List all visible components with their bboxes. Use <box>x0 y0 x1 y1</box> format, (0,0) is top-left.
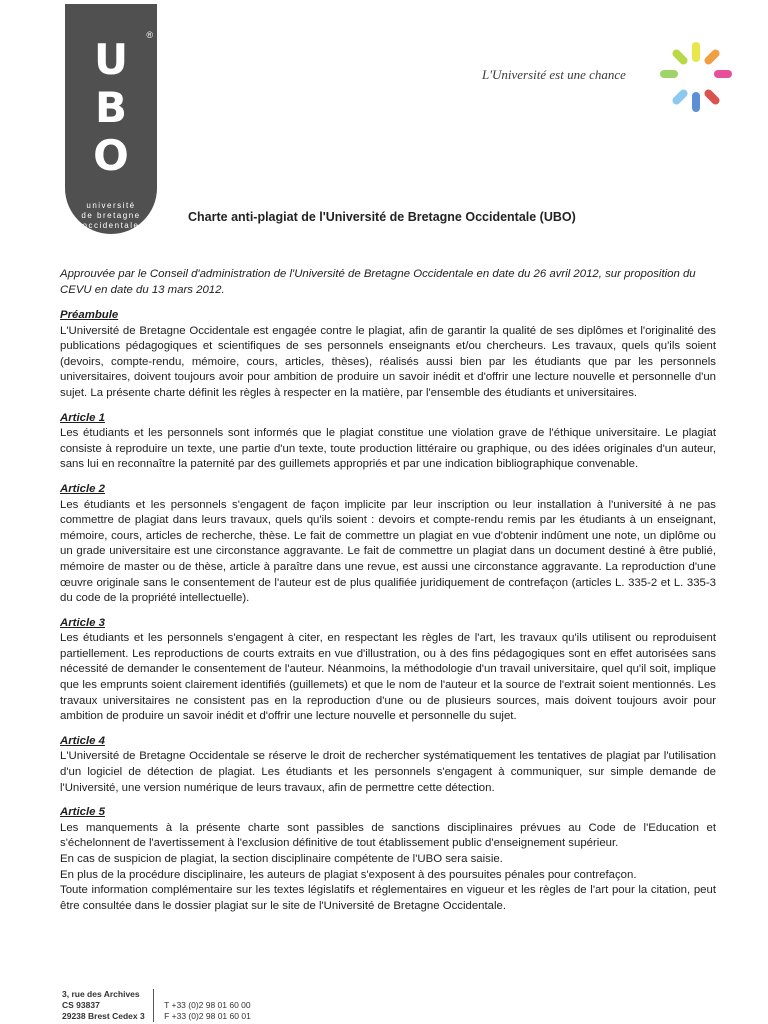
fax-number: F +33 (0)2 98 01 60 01 <box>164 1011 251 1021</box>
section-heading: Article 3 <box>60 616 105 629</box>
address-line: 3, rue des Archives <box>62 989 140 999</box>
section-paragraph: L'Université de Bretagne Occidentale se réserve le droit de rechercher systématiquement les tentatives de plagiat par l'utilisation d'un logiciel de détection de plagiat. Les étudiants et les personnels s'engagent à communiquer, sur simple demande de l'Université, une version numérique de leurs travaux, afin de permettre cette détection. <box>60 750 716 794</box>
section-paragraph: Toute information complémentaire sur les textes législatifs et réglementaires en vigueur et les règles de l'art pour la citation, peut être consultée dans le dossier plagiat sur le site de l'Université de Bretagne Occidentale. <box>60 884 716 912</box>
phone-number: T +33 (0)2 98 01 60 00 <box>164 1000 251 1010</box>
section-paragraph: L'Université de Bretagne Occidentale est engagée contre le plagiat, afin de garantir la qualité de ses diplômes et l'originalité des publications pédagogiques et scientifiques de ses personnels enseignants et/ou chercheurs. Les travaux, quels qu'ils soient (devoirs, compte-rendu, mémoire, cours, articles, thèses), réalisés aussi bien par les étudiants que par les personnels universitaires, doivent toujours avoir pour ambition de produire un savoir inédit et d'offrir une lecture nouvelle et personnelle d'un sujet. La présente charte définit les règles à respecter en la matière, par l'ensemble des étudiants et universitaires. <box>60 324 716 399</box>
address-line: 29238 Brest Cedex 3 <box>62 1011 145 1021</box>
ubo-logo <box>65 4 157 234</box>
registered-mark: ® <box>146 30 153 40</box>
charter-body <box>60 308 716 923</box>
logo-subtitle-2: de bretagne <box>81 211 141 220</box>
section <box>60 308 716 402</box>
section-heading: Préambule <box>60 309 119 321</box>
logo-letter-u: U <box>93 35 129 84</box>
section-paragraph: En plus de la procédure disciplinaire, les auteurs de plagiat s'exposent à des poursuites pénales pour contrefaçon. <box>60 868 637 881</box>
tagline: L'Université est une chance <box>482 67 626 82</box>
section-paragraph: En cas de suspicion de plagiat, la section disciplinaire compétente de l'UBO sera saisie. <box>60 853 503 865</box>
logo-letter-b: B <box>94 83 127 132</box>
footer <box>62 989 251 1022</box>
section-heading: Article 4 <box>60 734 105 747</box>
logo-subtitle-3: occidentale <box>82 221 140 230</box>
approval-note: Approuvée par le Conseil d'administration de l'Université de Bretagne Occidentale en date du 26 avril 2012, sur proposition du CEVU en date du 13 mars 2012. <box>60 268 696 296</box>
section <box>60 411 716 473</box>
footer-contact <box>156 1000 251 1022</box>
section-heading: Article 1 <box>60 411 105 424</box>
section <box>60 734 716 796</box>
section <box>60 805 716 914</box>
logo-subtitle-1: université <box>86 201 136 210</box>
section-paragraph: Les étudiants et les personnels s'engagent à citer, en respectant les règles de l'art, les travaux qu'ils utilisent ou reproduisent partiellement. Les reproductions de courts extraits en vue d'illustration, ou à des fins pédagogiques sont en effet autorisées sans nécessité de demander le consentement de l'auteur. Néanmoins, la méthodologie d'un travail universitaire, quel qu'il soit, implique que les emprunts soient clairement identifiés (guillemets) et que le nom de l'auteur et la source de l'extrait soient mentionnés. Les travaux universitaires ne consistent pas en la reproduction d'une ou de plusieurs sources, mais doivent toujours avoir pour ambition de produire un savoir inédit et d'offrir une lecture nouvelle et personnelle du sujet. <box>60 632 716 723</box>
section-heading: Article 5 <box>60 806 105 819</box>
section-paragraph: Les manquements à la présente charte sont passibles de sanctions disciplinaires prévues au Code de l'Education et s'échelonnent de l'avertissement à l'exclusion définitive de tout établissement public d'enseignement supérieur. <box>60 821 716 850</box>
section-paragraph: Les étudiants et les personnels s'engagent de façon implicite par leur inscription ou leur installation à l'université à ne pas commettre de plagiat dans leurs travaux, quels qu'ils soient : devoirs et compte-rendu remis par les étudiants à un enseignant, mémoire, cours, articles de recherche, thèse. Le fait de commettre un plagiat en vue d'obtenir indûment une note, un diplôme ou un grade universitaire est une circonstance aggravante. Le fait de commettre un plagiat dans un document destiné à être publié, mémoire de master ou de thèse, article à paraître dans une revue, est aussi une circonstance aggravante. La reproduction d'une œuvre originale sans le consentement de l'auteur est de plus qualifiée juridiquement de contrefaçon (articles L. 335-2 et L. 335-3 du code de la propriété intellectuelle). <box>60 498 716 605</box>
petal-logo-icon <box>656 40 736 115</box>
footer-address <box>62 989 154 1022</box>
section <box>60 482 716 607</box>
address-line: CS 93837 <box>62 1000 100 1010</box>
document-title: Charte anti-plagiat de l'Université de Bretagne Occidentale (UBO) <box>188 210 576 224</box>
section-paragraph: Les étudiants et les personnels sont informés que le plagiat constitue une violation grave de l'éthique universitaire. Le plagiat consiste à reproduire un texte, une partie d'un texte, toute production littéraire ou graphique, ou des idées originales d'un auteur, sans lui en reconnaître la paternité par des guillemets appropriés et par une indication bibliographique convenable. <box>60 427 716 471</box>
logo-letter-o: O <box>93 131 129 180</box>
section-heading: Article 2 <box>60 482 105 495</box>
section <box>60 616 716 725</box>
